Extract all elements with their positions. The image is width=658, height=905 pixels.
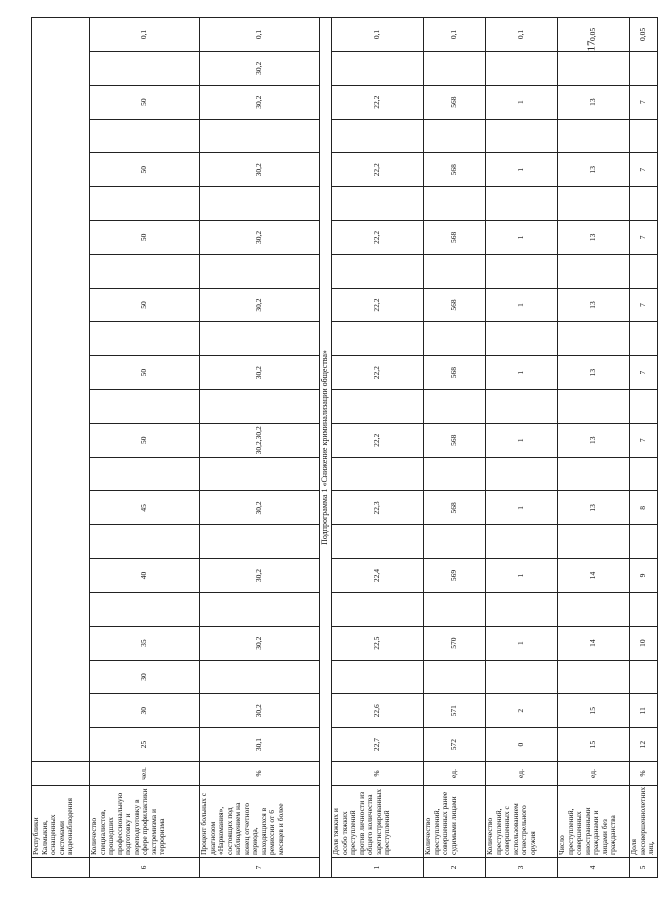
value-cell: 1 xyxy=(486,356,558,390)
value-cell: 568 xyxy=(424,356,486,390)
value-cell xyxy=(630,525,658,559)
value-cell xyxy=(558,457,630,491)
value-cell xyxy=(332,322,424,356)
value-cell xyxy=(630,592,658,626)
value-cell xyxy=(424,525,486,559)
value-cell: 571 xyxy=(424,694,486,728)
row-number-cell xyxy=(32,858,90,878)
value-cell: 30,2 xyxy=(200,694,320,728)
value-cell: 13 xyxy=(558,221,630,255)
value-cell: 0,1 xyxy=(90,17,200,51)
value-cell xyxy=(332,660,424,694)
value-cell xyxy=(200,187,320,221)
value-cell: 7 xyxy=(630,153,658,187)
table-row xyxy=(32,17,90,877)
subprogram-row xyxy=(320,17,332,877)
value-cell: 22,2 xyxy=(332,288,424,322)
table-row xyxy=(332,17,424,877)
value-cell: 13 xyxy=(558,288,630,322)
row-number-cell: 7 xyxy=(200,858,320,878)
value-cell xyxy=(558,592,630,626)
value-cell xyxy=(90,187,200,221)
value-cell xyxy=(424,51,486,85)
value-cell: 7 xyxy=(630,221,658,255)
value-cell: 11 xyxy=(630,694,658,728)
value-cell xyxy=(486,525,558,559)
value-cell: 568 xyxy=(424,288,486,322)
value-cell xyxy=(630,187,658,221)
value-cell: 7 xyxy=(630,423,658,457)
row-number-cell: 1 xyxy=(332,858,424,878)
value-cell: 30,2 xyxy=(200,491,320,525)
value-cell xyxy=(486,119,558,153)
value-cell: 0,05 xyxy=(558,17,630,51)
value-cell xyxy=(630,660,658,694)
table-row xyxy=(630,17,658,877)
value-cell xyxy=(32,17,90,761)
value-cell xyxy=(486,457,558,491)
value-cell: 50 xyxy=(90,85,200,119)
value-cell: 13 xyxy=(558,356,630,390)
value-cell: 22,3 xyxy=(332,491,424,525)
value-cell xyxy=(630,457,658,491)
value-cell xyxy=(558,525,630,559)
value-cell: 0,1 xyxy=(332,17,424,51)
value-cell xyxy=(332,51,424,85)
value-cell xyxy=(486,51,558,85)
subprogram-title: Подпрограмма 1 «Снижение криминализации общества» xyxy=(320,17,332,877)
value-cell: 8 xyxy=(630,491,658,525)
value-cell xyxy=(90,51,200,85)
value-cell xyxy=(332,187,424,221)
indicator-name-cell: Количество специалистов, прошедших профессиональную подготовку и переподготовку в сфере профилактики экстремизма и терроризма xyxy=(90,786,200,858)
value-cell xyxy=(90,525,200,559)
value-cell xyxy=(332,525,424,559)
value-cell xyxy=(200,660,320,694)
value-cell xyxy=(424,592,486,626)
value-cell xyxy=(558,660,630,694)
value-cell: 572 xyxy=(424,728,486,762)
table-row xyxy=(424,17,486,877)
value-cell: 22,2 xyxy=(332,85,424,119)
value-cell: 1 xyxy=(486,626,558,660)
value-cell: 1 xyxy=(486,491,558,525)
value-cell: 14 xyxy=(558,559,630,593)
value-cell xyxy=(630,390,658,424)
indicator-name-cell: Количество преступлений, совершенных ранее судимыми лицами xyxy=(424,786,486,858)
row-number-cell: 3 xyxy=(486,858,558,878)
value-cell: 12 xyxy=(630,728,658,762)
value-cell xyxy=(486,660,558,694)
row-number-cell: 6 xyxy=(90,858,200,878)
value-cell: 30,2 xyxy=(200,356,320,390)
value-cell: 1 xyxy=(486,559,558,593)
value-cell xyxy=(424,119,486,153)
indicator-name-cell: Процент больных с диагнозом «Наркомания», состоящих под наблюдением на конец отчетного периода, находящихся в ремиссии от 6 месяцев и более xyxy=(200,786,320,858)
value-cell: 30 xyxy=(90,660,200,694)
row-number-cell: 2 xyxy=(424,858,486,878)
value-cell: 30,2 xyxy=(200,85,320,119)
value-cell: 568 xyxy=(424,423,486,457)
value-cell xyxy=(332,390,424,424)
value-cell xyxy=(558,119,630,153)
value-cell: 35 xyxy=(90,626,200,660)
value-cell: 22,2 xyxy=(332,153,424,187)
value-cell: 13 xyxy=(558,423,630,457)
value-cell: 30,2,30,2 xyxy=(200,423,320,457)
unit-cell xyxy=(32,762,90,786)
value-cell xyxy=(558,51,630,85)
value-cell: 13 xyxy=(558,85,630,119)
value-cell xyxy=(332,119,424,153)
row-number-cell: 5 xyxy=(630,858,658,878)
indicator-name-cell: Число преступлений, совершенных иностранными гражданами и лицами без гражданства xyxy=(558,786,630,858)
value-cell: 568 xyxy=(424,491,486,525)
value-cell: 22,6 xyxy=(332,694,424,728)
table-row xyxy=(486,17,558,877)
value-cell: 569 xyxy=(424,559,486,593)
value-cell xyxy=(200,119,320,153)
value-cell xyxy=(558,390,630,424)
unit-cell: % xyxy=(630,762,658,786)
unit-cell: % xyxy=(200,762,320,786)
value-cell: 10 xyxy=(630,626,658,660)
value-cell xyxy=(558,322,630,356)
value-cell xyxy=(486,390,558,424)
indicator-name-cell: Республики Калмыкия, оснащенных системами видеонаблюдения xyxy=(32,786,90,858)
value-cell: 30,2 xyxy=(200,51,320,85)
value-cell: 50 xyxy=(90,153,200,187)
value-cell: 30,2 xyxy=(200,221,320,255)
value-cell: 1 xyxy=(486,153,558,187)
value-cell xyxy=(424,187,486,221)
value-cell: 30,2 xyxy=(200,559,320,593)
value-cell xyxy=(332,457,424,491)
value-cell: 22,2 xyxy=(332,356,424,390)
value-cell xyxy=(486,592,558,626)
value-cell: 22,2 xyxy=(332,423,424,457)
value-cell xyxy=(486,322,558,356)
value-cell: 30 xyxy=(90,694,200,728)
unit-cell: ед. xyxy=(558,762,630,786)
table-row xyxy=(558,17,630,877)
value-cell xyxy=(90,457,200,491)
value-cell xyxy=(630,322,658,356)
value-cell: 7 xyxy=(630,288,658,322)
unit-cell: чел. xyxy=(90,762,200,786)
value-cell: 22,7 xyxy=(332,728,424,762)
value-cell xyxy=(200,592,320,626)
value-cell xyxy=(200,457,320,491)
value-cell: 30,2 xyxy=(200,288,320,322)
value-cell: 14 xyxy=(558,626,630,660)
value-cell: 1 xyxy=(486,288,558,322)
value-cell: 22,2 xyxy=(332,221,424,255)
page-number: 17 xyxy=(585,40,598,52)
value-cell: 45 xyxy=(90,491,200,525)
value-cell xyxy=(630,51,658,85)
table-row xyxy=(200,17,320,877)
value-cell xyxy=(90,254,200,288)
value-cell xyxy=(332,592,424,626)
value-cell: 0,1 xyxy=(486,17,558,51)
value-cell xyxy=(90,390,200,424)
value-cell: 22,5 xyxy=(332,626,424,660)
value-cell: 13 xyxy=(558,153,630,187)
value-cell: 25 xyxy=(90,728,200,762)
value-cell: 40 xyxy=(90,559,200,593)
indicator-name-cell: Количество преступлений, совершенных с использованием огнестрельного оружия xyxy=(486,786,558,858)
value-cell: 0,05 xyxy=(630,17,658,51)
value-cell: 0,1 xyxy=(200,17,320,51)
value-cell xyxy=(90,119,200,153)
value-cell: 15 xyxy=(558,694,630,728)
value-cell: 568 xyxy=(424,221,486,255)
rotated-table-container xyxy=(31,18,655,878)
value-cell xyxy=(486,254,558,288)
indicator-name-cell: Доля тяжких и особо тяжких преступлений против личности из общего количества зарегистрированных преступлений xyxy=(332,786,424,858)
value-cell: 1 xyxy=(486,221,558,255)
value-cell: 50 xyxy=(90,356,200,390)
value-cell: 50 xyxy=(90,423,200,457)
value-cell: 570 xyxy=(424,626,486,660)
value-cell xyxy=(558,187,630,221)
value-cell: 0,1 xyxy=(424,17,486,51)
value-cell: 0 xyxy=(486,728,558,762)
value-cell: 7 xyxy=(630,356,658,390)
indicator-table xyxy=(31,17,658,878)
value-cell xyxy=(630,254,658,288)
value-cell xyxy=(200,390,320,424)
value-cell: 30,2 xyxy=(200,626,320,660)
value-cell: 2 xyxy=(486,694,558,728)
value-cell: 1 xyxy=(486,423,558,457)
unit-cell: ед. xyxy=(486,762,558,786)
value-cell xyxy=(200,525,320,559)
value-cell xyxy=(90,592,200,626)
value-cell xyxy=(424,254,486,288)
value-cell xyxy=(424,322,486,356)
value-cell: 9 xyxy=(630,559,658,593)
value-cell: 568 xyxy=(424,85,486,119)
value-cell: 22,4 xyxy=(332,559,424,593)
value-cell: 7 xyxy=(630,85,658,119)
value-cell xyxy=(90,322,200,356)
indicator-name-cell: Доля несовершеннолетних лиц, xyxy=(630,786,658,858)
value-cell: 568 xyxy=(424,153,486,187)
unit-cell: ед. xyxy=(424,762,486,786)
value-cell xyxy=(424,660,486,694)
value-cell: 1 xyxy=(486,85,558,119)
value-cell: 30,2 xyxy=(200,153,320,187)
row-number-cell: 4 xyxy=(558,858,630,878)
unit-cell: % xyxy=(332,762,424,786)
value-cell xyxy=(200,322,320,356)
value-cell xyxy=(200,254,320,288)
value-cell xyxy=(332,254,424,288)
value-cell xyxy=(630,119,658,153)
value-cell xyxy=(424,457,486,491)
value-cell xyxy=(486,187,558,221)
value-cell: 50 xyxy=(90,221,200,255)
value-cell: 30,1 xyxy=(200,728,320,762)
value-cell: 15 xyxy=(558,728,630,762)
table-row xyxy=(90,17,200,877)
value-cell xyxy=(558,254,630,288)
value-cell: 50 xyxy=(90,288,200,322)
value-cell xyxy=(424,390,486,424)
value-cell: 13 xyxy=(558,491,630,525)
